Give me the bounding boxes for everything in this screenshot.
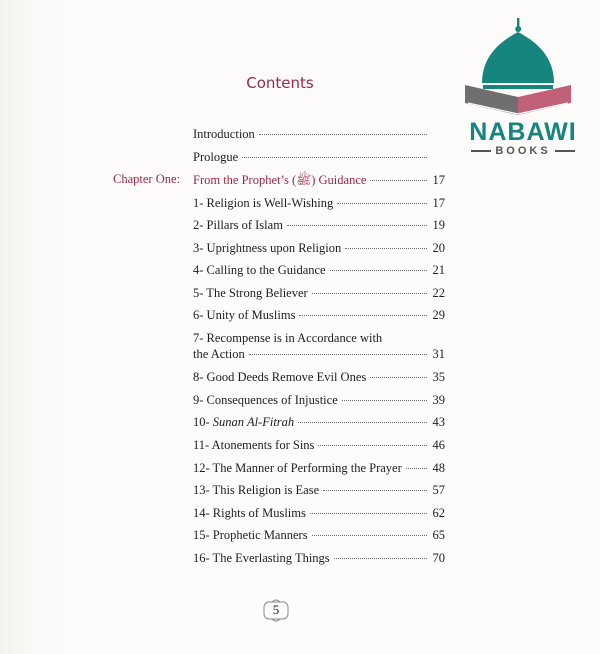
toc-entry-page: 43 <box>432 415 445 429</box>
toc-entry-label <box>193 414 294 430</box>
toc-entry[interactable] <box>193 505 445 521</box>
toc-entry[interactable] <box>193 285 445 301</box>
toc-entry-page: 22 <box>432 286 445 300</box>
toc-entry-label: Introduction <box>193 127 255 141</box>
toc-entry-label: 2- Pillars of Islam <box>193 218 283 232</box>
toc-entry[interactable] <box>193 392 445 408</box>
toc-entry-label: 9- Consequences of Injustice <box>193 393 338 407</box>
toc-entry-label: 5- The Strong Believer <box>193 286 308 300</box>
leader-dots <box>370 377 427 378</box>
leader-dots <box>312 293 427 294</box>
toc-entry-page: 57 <box>432 483 445 497</box>
toc-entry-italic-title: Sunan Al-Fitrah <box>212 415 295 429</box>
toc-entry[interactable] <box>193 307 445 323</box>
leader-dots <box>298 422 427 423</box>
toc-entry-label: Prologue <box>193 150 239 164</box>
leader-dots <box>406 468 427 469</box>
toc-entry[interactable] <box>193 126 445 142</box>
leader-dots <box>337 203 427 204</box>
chapter-label: Chapter One: <box>113 172 180 186</box>
leader-dots <box>323 490 427 491</box>
toc-entry-page: 70 <box>432 551 445 565</box>
toc-entry[interactable] <box>193 482 445 498</box>
toc-entry[interactable] <box>193 217 445 233</box>
logo-rule <box>471 150 491 152</box>
toc-entry-label: 4- Calling to the Guidance <box>193 263 326 277</box>
toc-entry[interactable] <box>193 527 445 543</box>
logo-wordmark: NABAWI <box>469 118 577 146</box>
toc-entry-label-line1: 7- Recompense is in Accordance with <box>193 331 383 345</box>
toc-entry-label: 8- Good Deeds Remove Evil Ones <box>193 370 367 384</box>
leader-dots <box>259 134 427 135</box>
toc-entry-label: From the Prophet’s (ﷺ) Guidance <box>193 173 367 187</box>
leader-dots <box>287 225 427 226</box>
toc-entry-page: 48 <box>432 461 445 475</box>
leader-dots <box>334 558 427 559</box>
toc-entry-page: 65 <box>432 528 445 542</box>
leader-dots <box>299 315 427 316</box>
toc-entry-label: 3- Uprightness upon Religion <box>193 241 342 255</box>
toc-entry-label: 15- Prophetic Manners <box>193 528 308 542</box>
toc-entry-page: 39 <box>432 393 445 407</box>
toc-entry-page: 31 <box>432 347 445 361</box>
leader-dots <box>330 270 427 271</box>
page-title: Contents <box>246 74 314 92</box>
page-number <box>261 598 291 622</box>
toc-entry-label: 12- The Manner of Performing the Prayer <box>193 461 402 475</box>
logo-rule <box>555 150 575 152</box>
toc-entry-page: 62 <box>432 506 445 520</box>
logo-subtitle <box>448 145 598 157</box>
toc-entry-label: 13- This Religion is Ease <box>193 483 320 497</box>
leader-dots <box>249 354 427 355</box>
toc-entry-page: 17 <box>432 196 445 210</box>
toc-entry-page: 21 <box>432 263 445 277</box>
toc-entry-page: 20 <box>432 241 445 255</box>
toc-entry-chapter[interactable] <box>193 172 445 188</box>
toc-entry-page: 46 <box>432 438 445 452</box>
toc-entry[interactable] <box>193 262 445 278</box>
toc-entry-label: 16- The Everlasting Things <box>193 551 330 565</box>
toc-entry-number: 10- <box>193 415 213 429</box>
leader-dots <box>345 248 427 249</box>
leader-dots <box>310 513 427 514</box>
toc-entry[interactable] <box>193 414 445 430</box>
toc-entry[interactable] <box>193 369 445 385</box>
toc-entry[interactable] <box>193 550 445 566</box>
toc-entry-label: 6- Unity of Muslims <box>193 308 296 322</box>
toc-entry[interactable] <box>193 240 445 256</box>
toc-entry[interactable] <box>193 460 445 476</box>
toc-entry-page: 19 <box>432 218 445 232</box>
toc-entry-label: 11- Atonements for Sins <box>193 438 315 452</box>
toc-entry[interactable] <box>193 346 445 362</box>
toc-entry-label: the Action <box>193 347 245 361</box>
leader-dots <box>370 180 427 181</box>
toc-entry[interactable] <box>193 195 445 211</box>
leader-dots <box>242 157 427 158</box>
toc-entry-page: 35 <box>432 370 445 384</box>
leader-dots <box>312 535 427 536</box>
toc-entry-page: 17 <box>432 173 445 187</box>
leader-dots <box>318 445 427 446</box>
toc-entry[interactable] <box>193 149 445 165</box>
page-number-text: 5 <box>272 602 280 617</box>
toc-entry-page: 29 <box>432 308 445 322</box>
toc-entry-label: 1- Religion is Well-Wishing <box>193 196 334 210</box>
toc-entry[interactable] <box>193 437 445 453</box>
logo-subtitle-text: BOOKS <box>495 145 551 157</box>
leader-dots <box>342 400 427 401</box>
toc-entry-label: 14- Rights of Muslims <box>193 506 306 520</box>
